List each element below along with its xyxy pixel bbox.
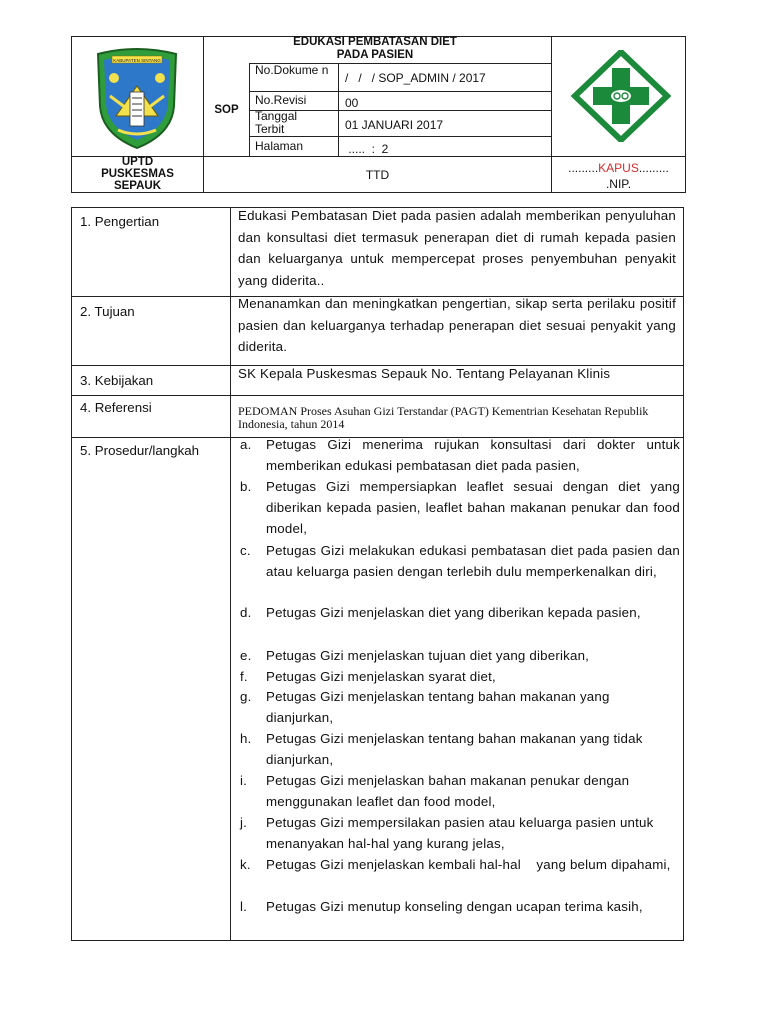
list-item-letter: i. [240, 773, 248, 788]
list-item-text: Petugas Gizi menjelaskan tentang bahan makanan yang dianjurkan, [266, 689, 610, 725]
document-title-line2: PADA PASIEN [336, 49, 414, 61]
section-text-pengertian: Edukasi Pembatasan Diet pada pasien adalah memberikan penyuluhan dan konsultasi diet termasuk penerapan diet di rumah kepada pasien dan keluarganya untuk mempercepat proses penyembuhan penyakit yang diderita.. [238, 208, 676, 288]
kapus-label: KAPUS [598, 161, 639, 175]
kapus-dots-right: ......... [638, 161, 669, 175]
list-item-letter: c. [240, 543, 251, 558]
section-text-tujuan: Menanamkan dan meningkatkan pengertian, sikap serta perilaku positif pasien dan keluarganya terhadap penerapan diet sesuai penyakit yang diderita. [238, 296, 676, 354]
org-name-line1: UPTD [121, 156, 154, 168]
row-value-no-dokumen: / / / SOP_ADMIN / 2017 [345, 71, 486, 85]
row-label-halaman: Halaman [255, 139, 304, 153]
logo-banner-text: KABUPATEN SINTANG [113, 58, 161, 63]
list-item-letter: l. [240, 899, 248, 914]
list-item-letter: j. [240, 815, 248, 830]
list-item-letter: d. [240, 605, 252, 620]
kapus-dots-left: ......... [568, 161, 599, 175]
list-item-letter: k. [240, 857, 251, 872]
list-item-text: Petugas Gizi mempersilakan pasien atau keluarga pasien untuk menanyakan hal-hal yang kurang jelas, [266, 815, 654, 851]
document-title-line1: EDUKASI PEMBATASAN DIET [293, 36, 457, 48]
list-item-text: Petugas Gizi menjelaskan diet yang diberikan kepada pasien, [266, 605, 641, 620]
section-label-pengertian: 1. Pengertian [80, 214, 160, 229]
list-item-letter: e. [240, 648, 252, 663]
section-text-referensi: PEDOMAN Proses Asuhan Gizi Terstandar (PAGT) Kementrian Kesehatan Republik Indonesia, tahun 2014 [238, 404, 649, 431]
list-item-text: Petugas Gizi menerima rujukan konsultasi dari dokter untuk memberikan edukasi pembatasan diet pada pasien, [266, 437, 680, 473]
ttd-label: TTD [365, 168, 390, 182]
list-item-text: Petugas Gizi menjelaskan tentang bahan makanan yang tidak dianjurkan, [266, 731, 643, 767]
list-item-text: Petugas Gizi menjelaskan tujuan diet yang diberikan, [266, 648, 590, 663]
list-item-text: Petugas Gizi menjelaskan kembali hal-hal yang belum dipahami, [266, 857, 671, 872]
list-item-letter: f. [240, 669, 248, 684]
section-label-tujuan: 2. Tujuan [80, 304, 135, 319]
list-item-text: Petugas Gizi menjelaskan syarat diet, [266, 669, 496, 684]
row-label-tanggal-terbit: Tanggal Terbit [255, 109, 298, 136]
list-item-text: Petugas Gizi mempersiapkan leaflet sesuai dengan diet yang diberikan kepada pasien, leaflet bahan makanan penukar dan food model, [266, 479, 680, 536]
list-item-text: Petugas Gizi menjelaskan bahan makanan penukar dengan menggunakan leaflet dan food model, [266, 773, 630, 809]
section-label-referensi: 4. Referensi [80, 400, 152, 415]
org-name-line2: PUSKESMAS [101, 168, 174, 180]
sop-label: SOP [214, 104, 239, 116]
list-item-text: Petugas Gizi menutup konseling dengan ucapan terima kasih, [266, 899, 643, 914]
list-item-text: Petugas Gizi melakukan edukasi pembatasan diet pada pasien dan atau keluarga pasien dengan terlebih dulu memperkenalkan diri, [266, 543, 680, 579]
row-label-no-dokumen: No.Dokume n [255, 63, 329, 77]
row-value-tanggal-terbit: 01 JANUARI 2017 [345, 118, 444, 132]
row-label-no-revisi: No.Revisi [255, 93, 307, 107]
kapus-signature [552, 160, 685, 176]
district-logo [92, 46, 182, 150]
list-item-letter: b. [240, 479, 252, 494]
list-item-letter: a. [240, 437, 252, 452]
nip-label: .NIP. [605, 177, 632, 191]
puskesmas-logo [571, 50, 671, 142]
list-item-letter: g. [240, 689, 252, 704]
section-label-kebijakan: 3. Kebijakan [80, 373, 154, 388]
org-name-line3: SEPAUK [113, 180, 162, 192]
row-value-halaman: ..... : 2 [345, 142, 389, 156]
section-text-kebijakan: SK Kepala Puskesmas Sepauk No. Tentang Pelayanan Klinis [238, 366, 611, 381]
row-value-no-revisi: 00 [345, 96, 359, 110]
section-label-prosedur: 5. Prosedur/langkah [80, 443, 200, 458]
list-item-letter: h. [240, 731, 252, 746]
